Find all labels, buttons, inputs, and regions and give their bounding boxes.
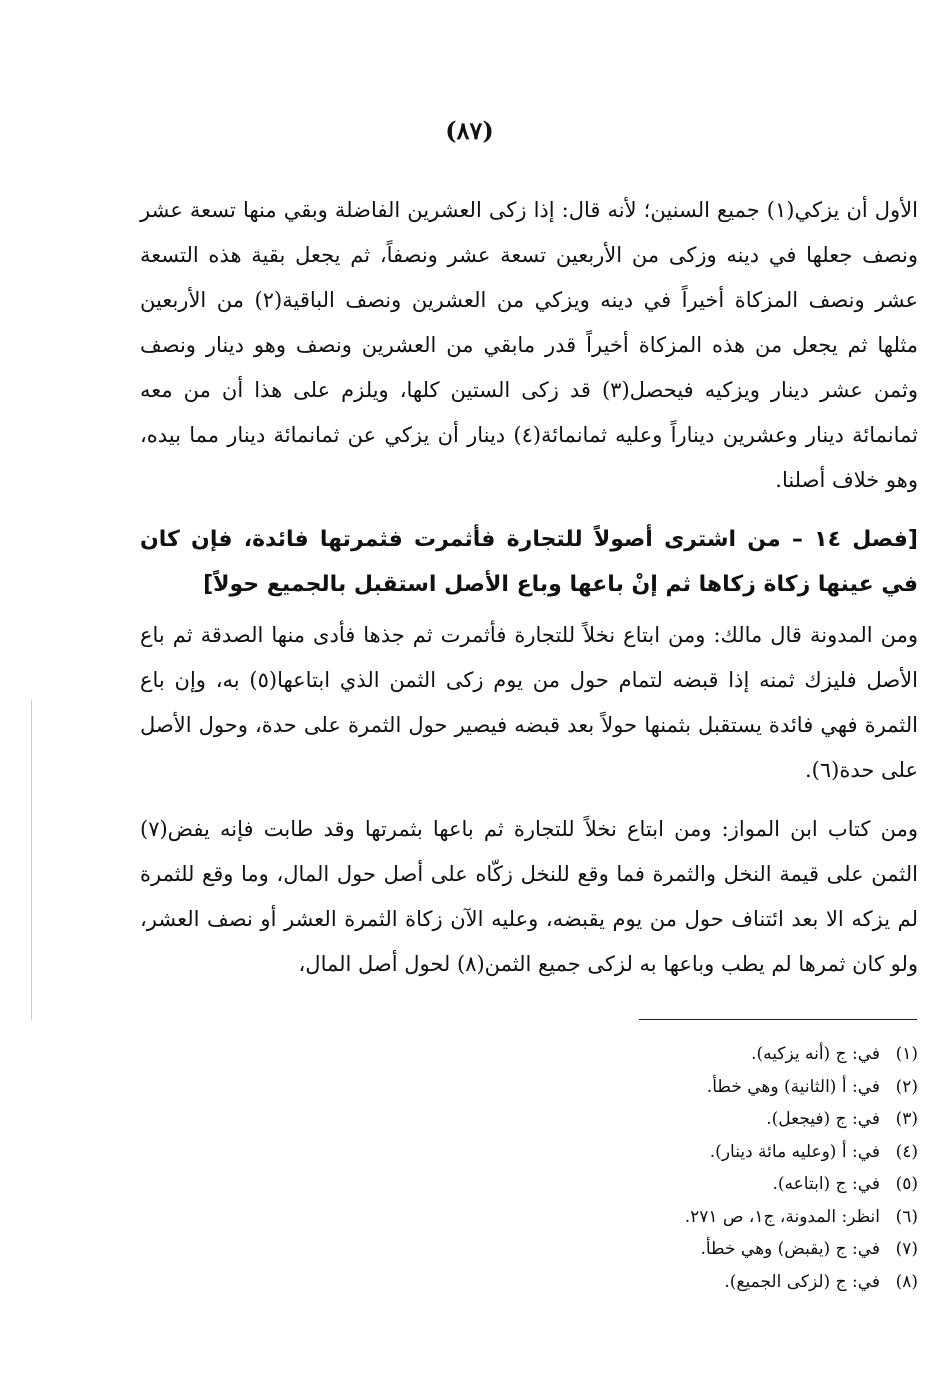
section-heading: [فصل ١٤ – من اشترى أصولاً للتجارة فأثمرت فثمرتها فائدة، فإن كان في عينها زكاة زكاها ثم إنْ باعها وباع الأصل استقبل بالجميع حولاً] — [140, 527, 918, 597]
footnote-item — [498, 1038, 918, 1071]
paragraph-1: الأول أن يزكي(١) جميع السنين؛ لأنه قال: إذا زكى العشرين الفاضلة وبقي منها تسعة عشر ونصف جعلها في دينه وزكى من الأربعين تسعة عشر ونصفاً، ثم يجعل بقية هذه التسعة عشر ونصف المزكاة أخيراً في دينه ويزكي من العشرين ونصف الباقية(٢) من الأربعين مثلها ثم يجعل من هذه المزكاة أخيراً قدر مابقي من العشرين ونصف وهو دينار ونصف وثمن عشر دينار ويزكيه فيحصل(٣) قد زكى الستين كلها، ويلزم على هذا أن من معه ثمانمائة دينار وعشرين ديناراً وعليه ثمانمائة(٤) دينار أن يزكي عن ثمانمائة دينار مما بيده، وهو خلاف أصلنا. — [140, 198, 918, 492]
footnote-number: (٨) — [895, 1271, 918, 1292]
main-text — [140, 188, 918, 987]
footnote-item — [498, 1201, 918, 1234]
footnote-number: (٥) — [895, 1174, 918, 1194]
paragraph-3: ومن كتاب ابن المواز: ومن ابتاع نخلاً للتجارة ثم باعها بثمرتها وقد طابت فإنه يفض(٧) الثمن على قيمة النخل والثمرة فما وقع للنخل زكّاه على أصل حول المال، وما وقع للثمرة لم يزكه الا بعد ائتناف حول من يوم يقبضه، وعليه الآن زكاة الثمرة العشر أو نصف العشر، ولو كان ثمرها لم يطب وباعها به لزكى جميع الثمن(٨) لحول أصل المال، — [140, 817, 918, 976]
footnote-item — [498, 1266, 918, 1299]
paragraph-2: ومن المدونة قال مالك: ومن ابتاع نخلاً للتجارة فأثمرت ثم جذها فأدى منها الصدقة ثم باع الأصل فليزك ثمنه إذا قبضه لتمام حول من يوم زكى الثمن الذي ابتاعها(٥) به، وإن باع الثمرة فهي فائدة يستقبل بثمنها حولاً بعد قبضه فيصير حول الثمرة على حدة، وحول الأصل على حدة(٦). — [140, 623, 918, 782]
footnote-text: انظر: المدونة، ج١، ص ٢٧١. — [684, 1206, 880, 1227]
footnote-number: (٧) — [895, 1239, 918, 1259]
footnote-item — [498, 1136, 918, 1169]
footnote-item — [498, 1103, 918, 1136]
footnote-text: في: ج (أنه يزكيه). — [751, 1044, 880, 1064]
page-number: (٨٧) — [445, 116, 494, 145]
footnote-text: في: أ (وعليه مائة دينار). — [709, 1141, 880, 1162]
footnote-separator — [639, 1019, 917, 1020]
footnote-text: في: أ (الثانية) وهي خطأ. — [706, 1076, 880, 1097]
footnotes — [498, 1038, 918, 1298]
page-edge-shadow — [31, 700, 32, 1020]
footnote-number: (٤) — [895, 1141, 918, 1162]
footnote-text: في: ج (يقبض) وهي خطأ. — [700, 1239, 880, 1259]
footnote-number: (٦) — [895, 1206, 918, 1227]
footnote-item — [498, 1168, 918, 1201]
footnote-number: (١) — [895, 1044, 918, 1064]
footnote-item — [498, 1071, 918, 1104]
footnote-text: في: ج (لزكى الجميع). — [724, 1271, 880, 1292]
footnote-number: (٢) — [895, 1076, 918, 1097]
footnote-text: في: ج (ابتاعه). — [772, 1174, 880, 1194]
footnote-number: (٣) — [895, 1109, 918, 1129]
footnote-item — [498, 1233, 918, 1266]
footnote-text: في: ج (فيجعل). — [766, 1109, 880, 1129]
